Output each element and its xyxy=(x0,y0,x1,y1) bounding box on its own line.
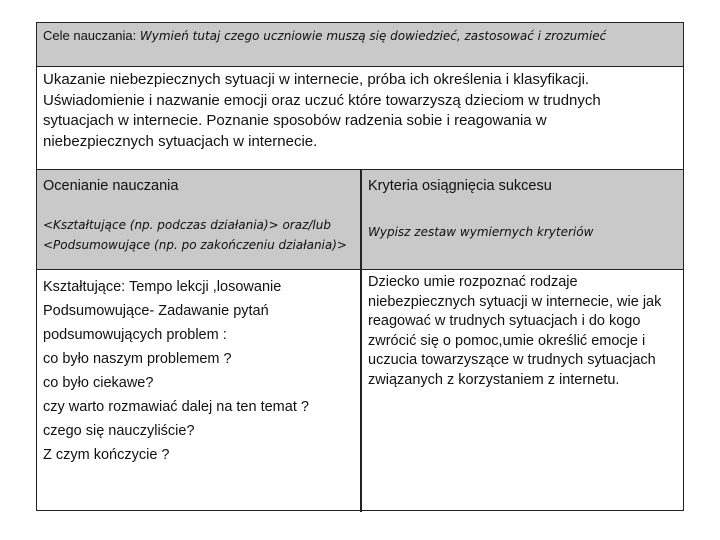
goals-header-row xyxy=(37,23,683,67)
assessment-detail-line: podsumowujących problem : xyxy=(43,327,227,343)
assessment-title: Ocenianie nauczania xyxy=(43,178,179,194)
goals-hint: Wymień tutaj czego uczniowie muszą się dowiedzieć, zastosować i zrozumieć xyxy=(139,29,607,43)
criteria-detail-cell: Dziecko umie rozpoznać rodzaje niebezpiecznych sytuacji w internecie, wie jak reagować w trudnych sytuacjach i do kogo zwrócić się o pomoc,umie określić emocje i uczucia towarzyszące w trudnych sytuacjach związanych z korzystaniem z internetu. xyxy=(368,274,662,388)
goals-label: Cele nauczania: xyxy=(43,28,137,43)
assessment-detail-line: Z czym kończycie ? xyxy=(43,447,170,463)
assessment-detail-cell xyxy=(43,275,361,467)
goals-line: Ukazanie niebezpiecznych sytuacji w internecie, próba ich określenia i klasyfikacji. xyxy=(43,71,590,88)
assessment-header-cell xyxy=(43,177,355,255)
goals-body xyxy=(37,67,683,170)
lesson-plan-table xyxy=(36,22,684,511)
criteria-title: Kryteria osiągnięcia sukcesu xyxy=(368,178,552,194)
column-divider xyxy=(360,170,362,512)
assessment-detail-line: co było naszym problemem ? xyxy=(43,351,232,367)
criteria-hint: Wypisz zestaw wymiernych kryteriów xyxy=(368,225,594,239)
assessment-hint-line: <Podsumowujące (np. po zakończeniu działania)> xyxy=(43,238,347,252)
assessment-hint-line: <Kształtujące (np. podczas działania)> oraz/lub xyxy=(43,218,331,232)
goals-line: sytuacjach w internecie. Poznanie sposobów radzenia sobie i reagowania w xyxy=(43,112,547,129)
goals-line: Uświadomienie i nazwanie emocji oraz uczuć które towarzyszą dzieciom w trudnych xyxy=(43,91,601,109)
goals-line: niebezpiecznych sytuacjach w internecie. xyxy=(43,132,318,150)
criteria-header-cell xyxy=(368,177,678,241)
assessment-hint xyxy=(43,215,355,255)
assessment-detail-line: czy warto rozmawiać dalej na ten temat ? xyxy=(43,399,309,415)
assessment-detail-line: Podsumowujące- Zadawanie pytań xyxy=(43,303,269,319)
assessment-detail-line: Kształtujące: Tempo lekcji ,losowanie xyxy=(43,279,282,295)
assessment-detail-line: czego się nauczyliście? xyxy=(43,423,195,439)
assessment-detail-line: co było ciekawe? xyxy=(43,375,154,391)
